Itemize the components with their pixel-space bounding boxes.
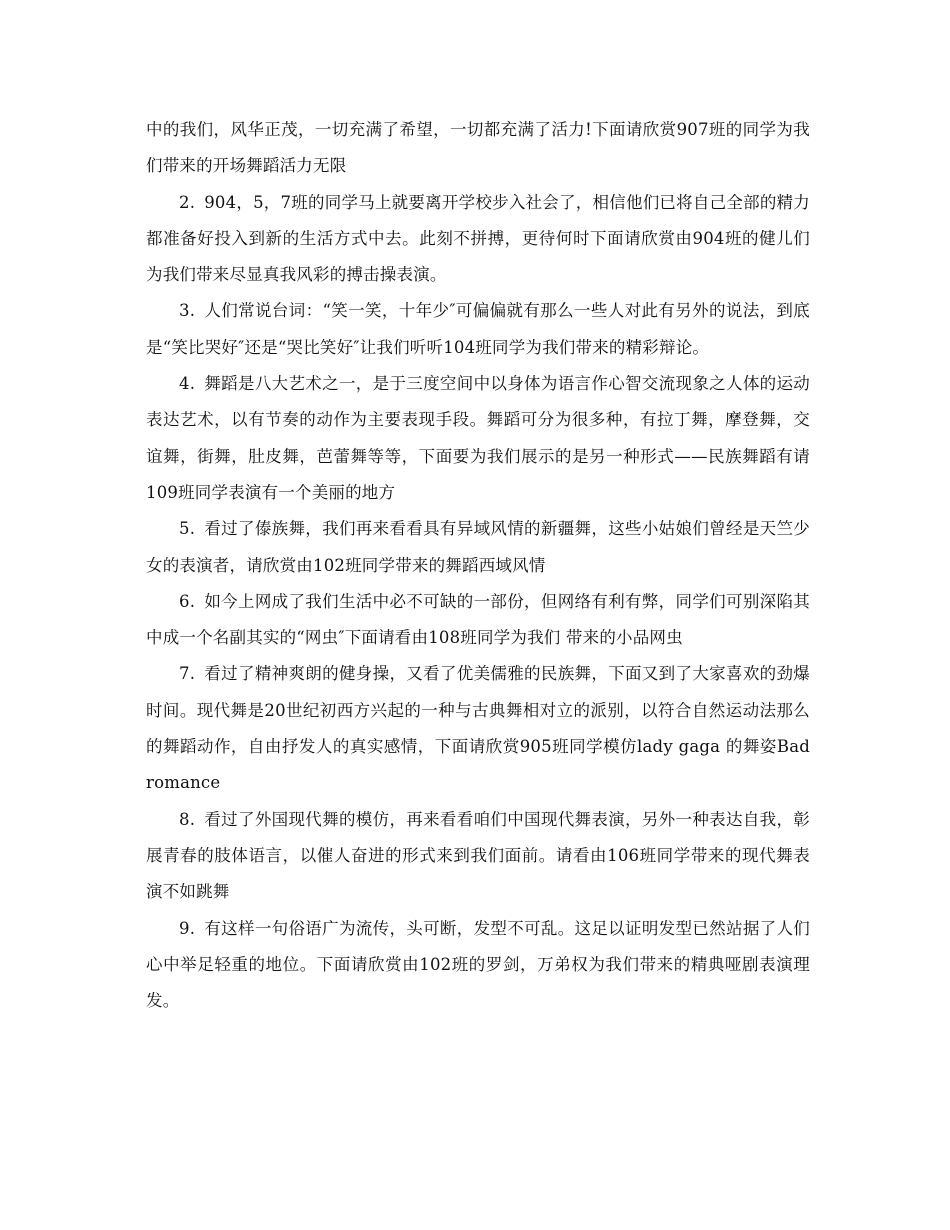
list-item (146, 293, 810, 366)
item-text: 舞蹈是八大艺术之一，是于三度空间中以身体为语言作心智交流现象之人体的运动表达艺术，以有节奏的动作为主要表现手段。舞蹈可分为很多种，有拉丁舞，摩登舞，交谊舞，街舞，肚皮舞，芭蕾舞等等，下面要为我们展示的是另一种形式——民族舞蹈有请109班同学表演有一个美丽的地方 (146, 374, 810, 502)
lead-paragraph: 中的我们，风华正茂，一切充满了希望，一切都充满了活力!下面请欣赏907班的同学为我们带来的开场舞蹈活力无限 (146, 120, 810, 176)
item-text: 904，5，7班的同学马上就要离开学校步入社会了，相信他们已将自己全部的精力都准备好投入到新的生活方式中去。此刻不拼搏，更待何时下面请欣赏由904班的健儿们为我们带来尽显真我风彩的搏击操表演。 (146, 192, 810, 285)
list-item (146, 802, 810, 911)
list-item (146, 584, 810, 657)
item-number: 3. (179, 301, 196, 321)
item-number: 6. (179, 591, 196, 611)
item-number: 8. (179, 809, 196, 829)
item-number: 7. (179, 664, 196, 684)
list-item (146, 366, 810, 511)
list-item (146, 911, 810, 1020)
item-text: 看过了傣族舞，我们再来看看具有异域风情的新疆舞，这些小姑娘们曾经是天竺少女的表演者，请欣赏由102班同学带来的舞蹈西域风情 (146, 519, 810, 575)
item-text: 看过了精神爽朗的健身操，又看了优美儒雅的民族舞，下面又到了大家喜欢的劲爆时间。现代舞是20世纪初西方兴起的一种与古典舞相对立的派别，以符合自然运动法那么的舞蹈动作，自由抒发人的真实感情，下面请欣赏905班同学模仿lady gaga 的舞姿Bad romance (146, 664, 810, 793)
item-text: 有这样一句俗语广为流传，头可断，发型不可乱。这足以证明发型已然站据了人们心中举足轻重的地位。下面请欣赏由102班的罗剑，万弟权为我们带来的精典哑剧表演理发。 (146, 918, 810, 1011)
list-item (146, 656, 810, 801)
item-number: 9. (179, 918, 196, 938)
item-text: 人们常说台词：“笑一笑，十年少″可偏偏就有那么一些人对此有另外的说法，到底是“笑比哭好″还是“哭比笑好″让我们听听104班同学为我们带来的精彩辩论。 (146, 301, 810, 357)
item-number: 2. (179, 192, 196, 212)
item-text: 看过了外国现代舞的模仿，再来看看咱们中国现代舞表演，另外一种表达自我，彰展青春的肢体语言，以催人奋进的形式来到我们面前。请看由106班同学带来的现代舞表演不如跳舞 (146, 809, 810, 902)
item-number: 5. (179, 519, 196, 539)
item-text: 如今上网成了我们生活中必不可缺的一部份，但网络有利有弊，同学们可别深陷其中成一个名副其实的“网虫″下面请看由108班同学为我们 带来的小品网虫 (146, 591, 810, 648)
list-item (146, 511, 810, 584)
document-body (146, 112, 810, 1019)
list-item (146, 185, 810, 294)
item-number: 4. (179, 374, 196, 394)
